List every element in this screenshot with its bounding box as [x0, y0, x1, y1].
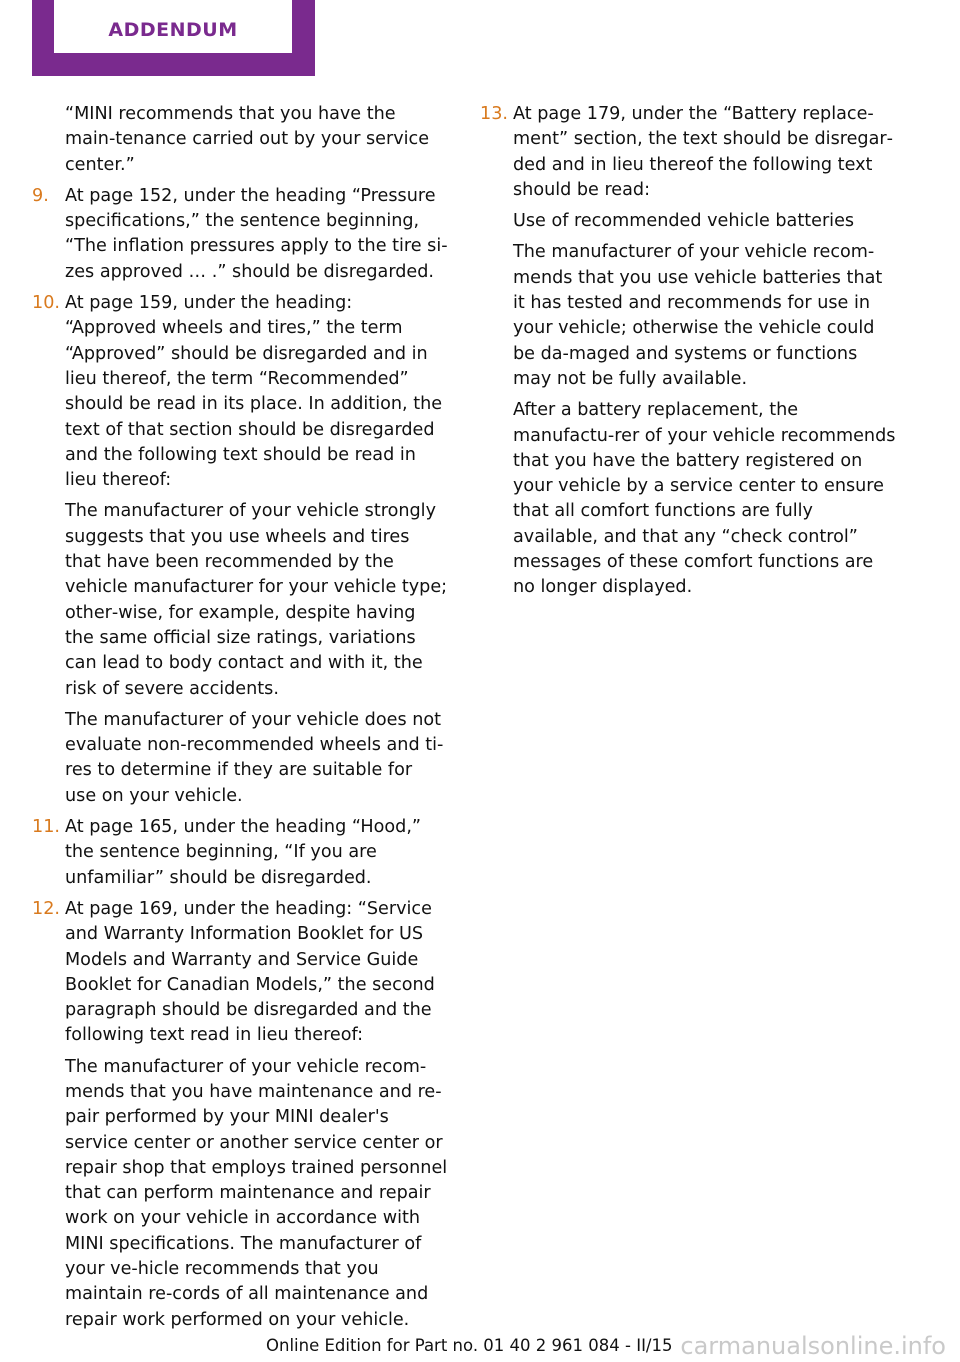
- edition-text: Online Edition for Part no. 01 40 2 961 084 - II/15: [266, 1336, 673, 1355]
- item-paragraph: At page 152, under the heading “Pressure specifications,” the sentence beginning, “The inflation pressures apply to the tire si‐zes approved … .” should be disregarded.: [65, 185, 448, 282]
- item-paragraph: The manufacturer of your vehicle does not evaluate non-recommended wheels and ti‐res to determine if they are suitable for use on your vehicle.: [65, 709, 444, 806]
- item-number: 13.: [480, 104, 508, 124]
- item-paragraph: The manufacturer of your vehicle strongly suggests that you use wheels and tires that have been recommended by the vehicle manufacturer for your vehicle type; other‐wise, for example, despite having the same official size ratings, variations can lead to body contact and with it, the risk of severe accidents.: [65, 501, 448, 699]
- right-column: [480, 102, 898, 607]
- item-body: [65, 815, 448, 891]
- item-number: 9.: [32, 185, 49, 206]
- item-body: [65, 184, 448, 285]
- item-body: [65, 897, 448, 1333]
- list-item-12: [32, 897, 448, 1333]
- list-item-9: [32, 184, 448, 285]
- item-paragraph: At page 169, under the heading: “Service and Warranty Information Booklet for US Models and Warranty and Service Guide Booklet for Canadian Models,” the second paragraph should be disregarded and the following text read in lieu thereof:: [65, 898, 435, 1046]
- item-number: 12.: [32, 898, 60, 919]
- item-paragraph: At page 159, under the heading: “Approved wheels and tires,” the term “Approved” should be disregarded and in lieu thereof, the term “Recommended” should be read in its place. In addition, the text of that section should be disregarded and the following text should be read in lieu thereof:: [65, 293, 443, 491]
- page-footer: [0, 1331, 960, 1361]
- section-title: ADDENDUM: [108, 19, 238, 41]
- continuation-paragraph: “MINI recommends that you have the main‐tenance carried out by your service center.”: [65, 104, 430, 175]
- list-item-13: [480, 102, 898, 601]
- item-paragraph: At page 165, under the heading “Hood,” the sentence beginning, “If you are unfamiliar” should be disregarded.: [65, 817, 422, 888]
- item-number: 10.: [32, 293, 60, 314]
- item-paragraph: The manufacturer of your vehicle recom‐mends that you have maintenance and re‐pair performed by your MINI dealer's service center or another service center or repair shop that employs trained personnel that can perform maintenance and repair work on your vehicle in accordance with MINI specifications. The manufacturer of your ve‐hicle recommends that you maintain re‐cords of all maintenance and repair work performed on your vehicle.: [65, 1056, 448, 1330]
- watermark-text: carmanualsonline.info: [680, 1332, 946, 1360]
- item-number: 11.: [32, 817, 60, 838]
- item-paragraph: After a battery replacement, the manufactu‐rer of your vehicle recommends that you have the battery registered on your vehicle by a service center to ensure that all comfort functions are fully available, and that any “check control” messages of these comfort functions are no longer displayed.: [513, 400, 896, 598]
- list-item-11: [32, 815, 448, 891]
- section-header-inner: [54, 0, 292, 53]
- list-item-10: [32, 291, 448, 809]
- section-header-tab: [32, 0, 315, 76]
- item-body: [65, 291, 448, 809]
- item-paragraph: Use of recommended vehicle batteries: [513, 211, 855, 232]
- left-column: [32, 102, 448, 1339]
- item-body: [513, 102, 898, 601]
- item-paragraph: At page 179, under the “Battery replace‐ment” section, the text should be disregar‐ded and in lieu thereof the following text should be read:: [513, 104, 893, 200]
- item-paragraph: The manufacturer of your vehicle recom‐mends that you use vehicle batteries that it has tested and recommends for use in your vehicle; otherwise the vehicle could be da‐maged and systems or functions may not be fully available.: [513, 242, 883, 389]
